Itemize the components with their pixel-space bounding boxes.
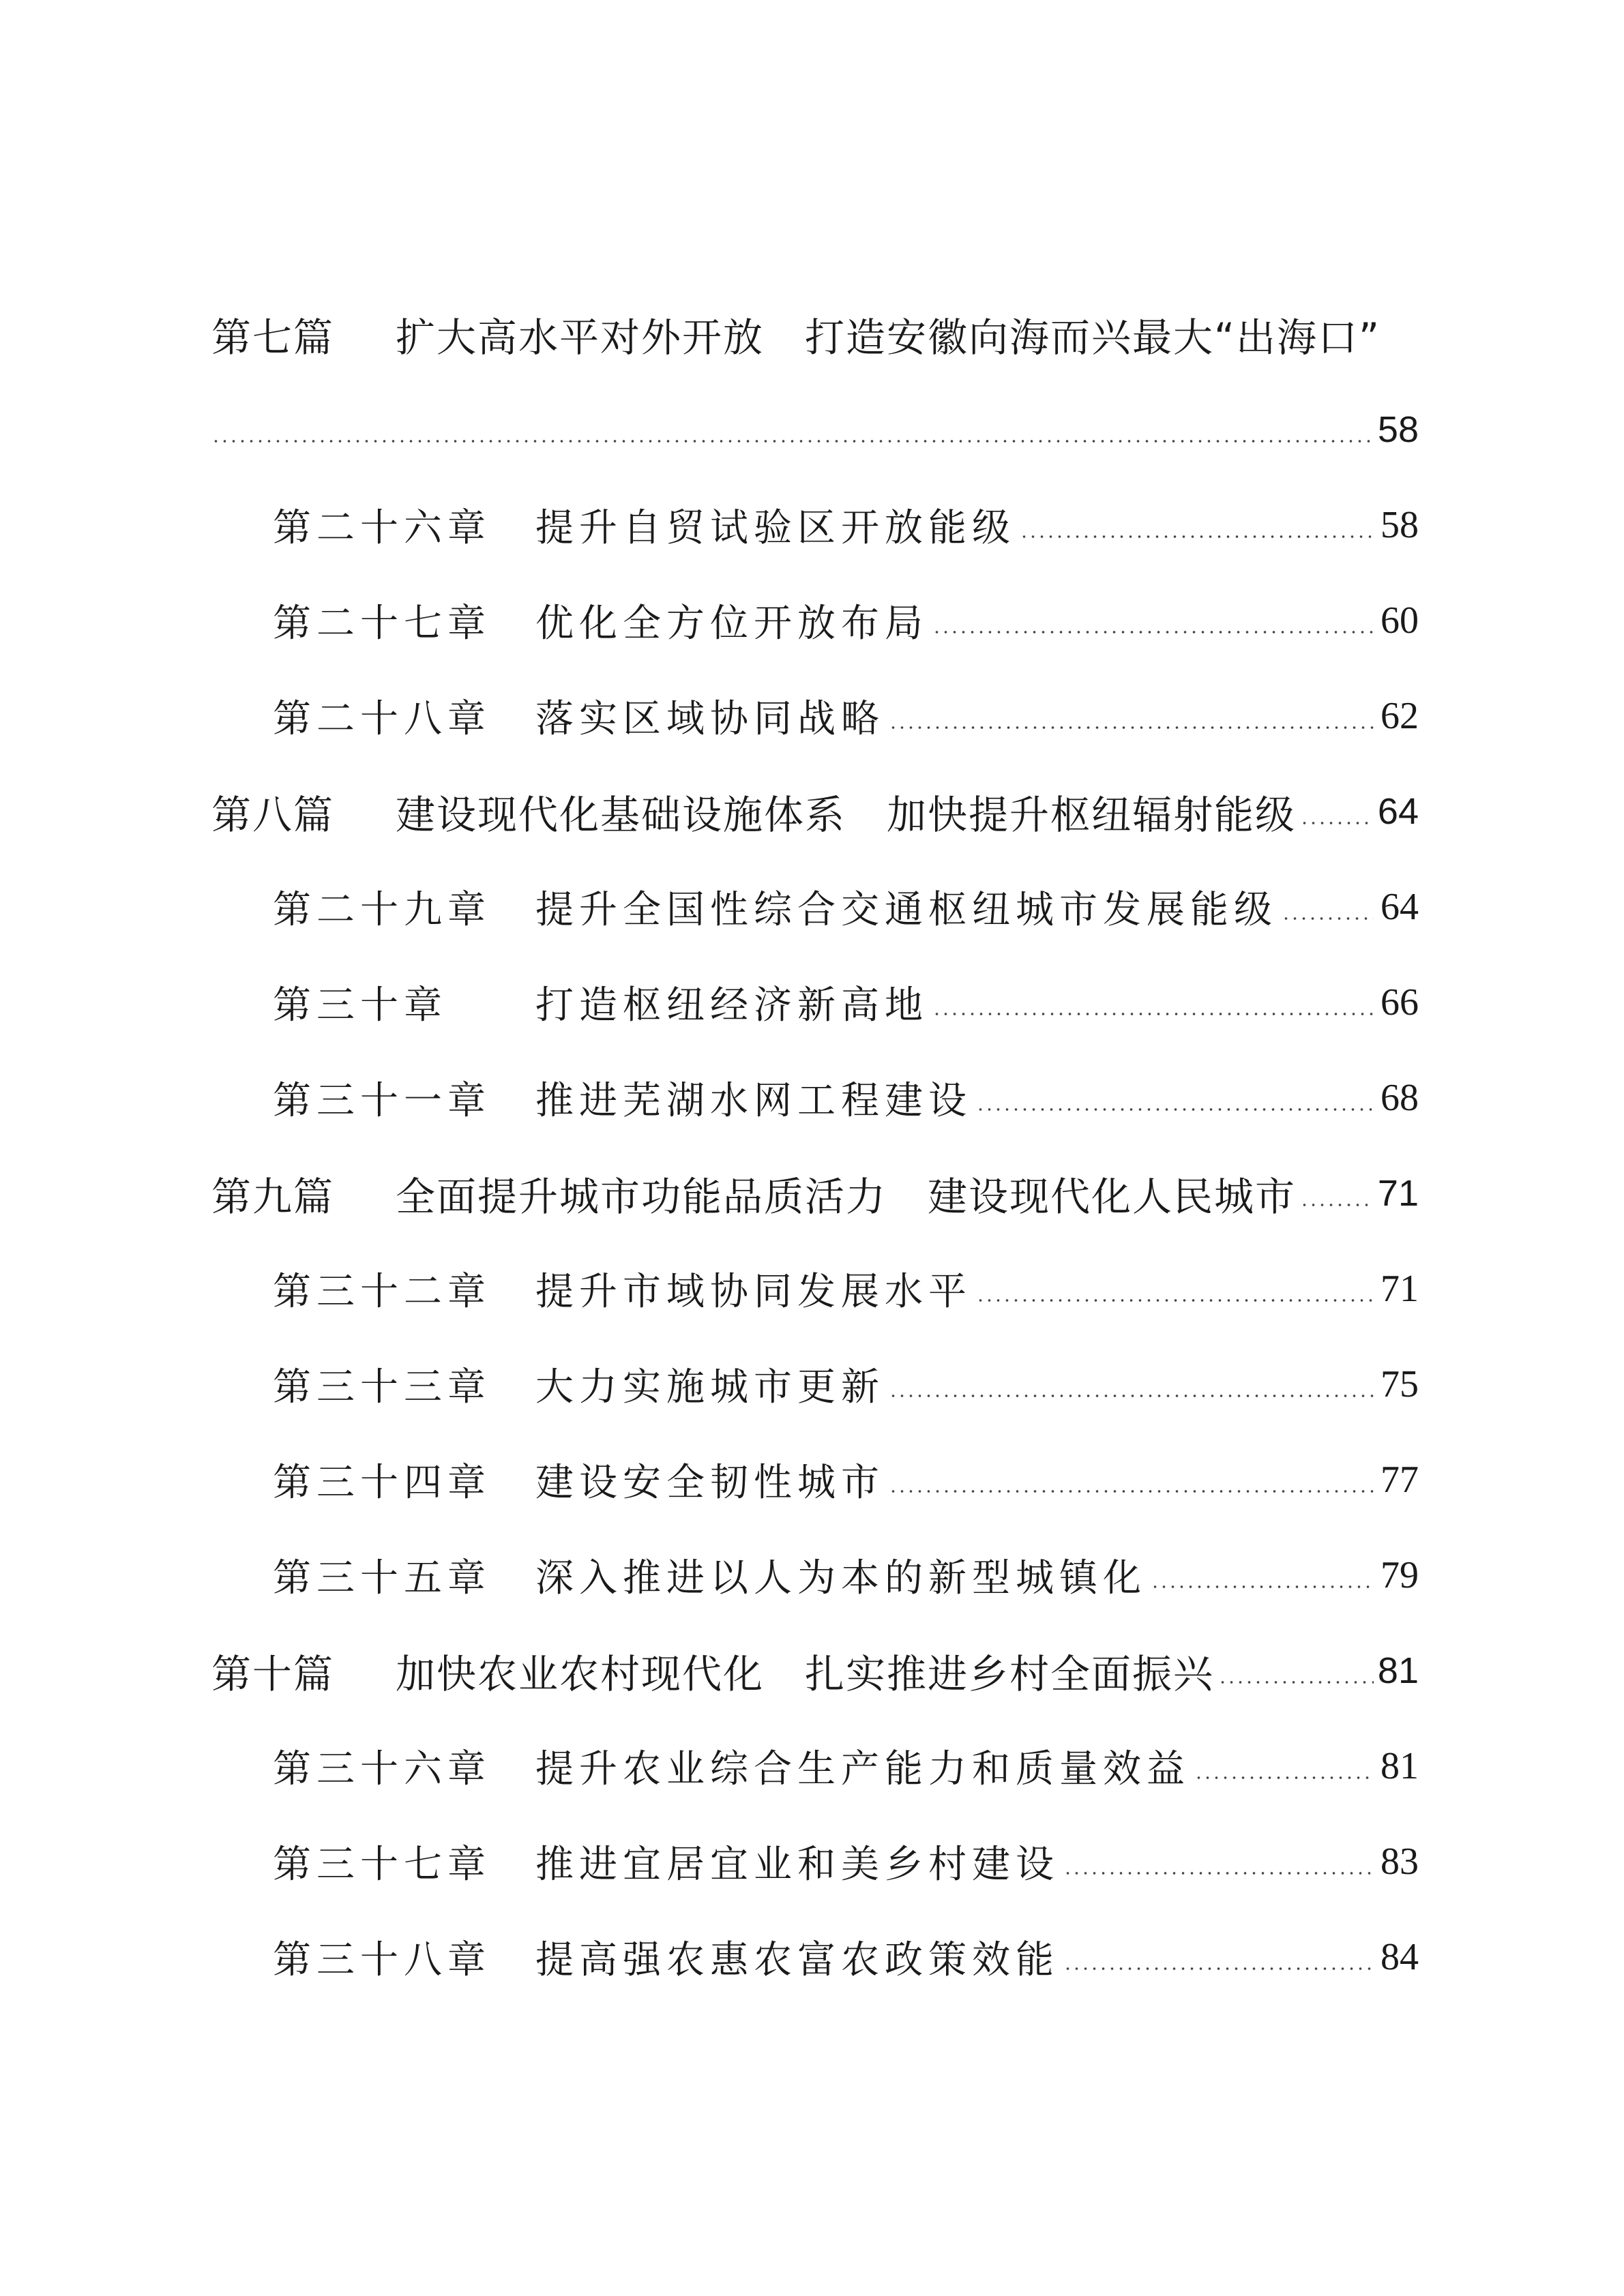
page-number: 83 (1381, 1840, 1419, 1883)
page-number: 62 (1381, 695, 1419, 737)
chapter-number: 第三十章 (273, 983, 447, 1028)
toc-chapter-36[interactable] (273, 1725, 1419, 1807)
chapter-number: 第三十一章 (273, 1079, 491, 1123)
toc-part-10[interactable] (211, 1630, 1419, 1712)
chapter-title: 优化全方位开放布局 (535, 601, 928, 646)
chapter-title: 提升自贸试验区开放能级 (535, 506, 1016, 550)
chapter-title: 提高强农惠农富农政策效能 (535, 1938, 1059, 1982)
page-number: 60 (1381, 599, 1419, 642)
page-number: 58 (1381, 504, 1419, 546)
toc-part-7-leader-line[interactable] (211, 389, 1419, 471)
toc-chapter-32[interactable] (273, 1248, 1419, 1330)
dot-leader (1300, 822, 1374, 824)
chapter-number: 第二十七章 (273, 601, 491, 646)
toc-chapter-34[interactable] (273, 1439, 1419, 1521)
chapter-title: 大力实施城市更新 (535, 1365, 885, 1410)
page-number: 77 (1381, 1459, 1419, 1501)
toc-chapter-37[interactable] (273, 1821, 1419, 1903)
chapter-number: 第二十六章 (273, 506, 491, 550)
chapter-number: 第三十二章 (273, 1270, 491, 1314)
toc-part-9[interactable] (211, 1152, 1419, 1234)
page-number: 66 (1381, 981, 1419, 1024)
chapter-title: 深入推进以人为本的新型城镇化 (535, 1556, 1147, 1600)
toc-chapter-27[interactable] (273, 580, 1419, 661)
dot-leader (976, 1299, 1374, 1302)
dot-leader (889, 1490, 1374, 1493)
dot-leader (1063, 1872, 1374, 1875)
toc-chapter-31[interactable] (273, 1057, 1419, 1139)
part-number: 第十篇 (211, 1651, 335, 1697)
dot-leader (211, 440, 1374, 443)
chapter-number: 第三十七章 (273, 1843, 491, 1887)
chapter-number: 第三十三章 (273, 1365, 491, 1410)
part-title: 全面提升城市功能品质活力 建设现代化人民城市 (396, 1174, 1297, 1220)
dot-leader (889, 1395, 1374, 1397)
dot-leader (1218, 1681, 1374, 1684)
toc-part-7[interactable] (211, 293, 1432, 375)
part-title: 扩大高水平对外开放 打造安徽向海而兴最大“出海口” (396, 314, 1381, 361)
dot-leader (932, 1013, 1374, 1015)
dot-leader (1151, 1585, 1374, 1588)
chapter-title: 推进宜居宜业和美乡村建设 (535, 1843, 1059, 1887)
chapter-number: 第二十九章 (273, 888, 491, 932)
page-number: 64 (1381, 886, 1419, 928)
toc-chapter-38[interactable] (273, 1916, 1419, 1998)
page-number: 68 (1381, 1077, 1419, 1119)
page-number: 79 (1381, 1554, 1419, 1596)
dot-leader (1194, 1776, 1374, 1779)
toc-chapter-26[interactable] (273, 484, 1419, 566)
toc-chapter-33[interactable] (273, 1343, 1419, 1425)
part-number: 第七篇 (211, 314, 335, 361)
chapter-number: 第二十八章 (273, 697, 491, 741)
page-number: 64 (1377, 791, 1419, 832)
toc-chapter-30[interactable] (273, 961, 1419, 1043)
chapter-title: 建设安全韧性城市 (535, 1461, 885, 1505)
dot-leader (1300, 1204, 1374, 1206)
page-number: 81 (1381, 1745, 1419, 1787)
page-number: 81 (1377, 1650, 1419, 1691)
part-title: 建设现代化基础设施体系 加快提升枢纽辐射能级 (396, 792, 1297, 838)
chapter-title: 落实区域协同战略 (535, 697, 885, 741)
page-number: 71 (1377, 1173, 1419, 1214)
part-number: 第九篇 (211, 1174, 335, 1220)
part-title: 加快农业农村现代化 扎实推进乡村全面振兴 (396, 1651, 1215, 1697)
toc-chapter-29[interactable] (273, 866, 1419, 948)
chapter-title: 提升全国性综合交通枢纽城市发展能级 (535, 888, 1278, 932)
chapter-number: 第三十四章 (273, 1461, 491, 1505)
page-number: 58 (1377, 409, 1419, 450)
dot-leader (1282, 917, 1374, 920)
chapter-number: 第三十六章 (273, 1747, 491, 1791)
page-number: 84 (1381, 1936, 1419, 1978)
chapter-title: 提升农业综合生产能力和质量效益 (535, 1747, 1190, 1791)
page-number: 75 (1381, 1363, 1419, 1405)
toc-chapter-28[interactable] (273, 675, 1419, 757)
toc-chapter-35[interactable] (273, 1534, 1419, 1616)
chapter-number: 第三十五章 (273, 1556, 491, 1600)
dot-leader (976, 1108, 1374, 1111)
dot-leader (1063, 1967, 1374, 1970)
toc-part-8[interactable] (211, 771, 1419, 852)
chapter-number: 第三十八章 (273, 1938, 491, 1982)
part-number: 第八篇 (211, 792, 335, 838)
chapter-title: 推进芜湖水网工程建设 (535, 1079, 972, 1123)
chapter-title: 打造枢纽经济新高地 (535, 983, 928, 1028)
chapter-title: 提升市域协同发展水平 (535, 1270, 972, 1314)
dot-leader (889, 726, 1374, 729)
dot-leader (1020, 535, 1374, 538)
dot-leader (932, 631, 1374, 633)
page-number: 71 (1381, 1268, 1419, 1310)
